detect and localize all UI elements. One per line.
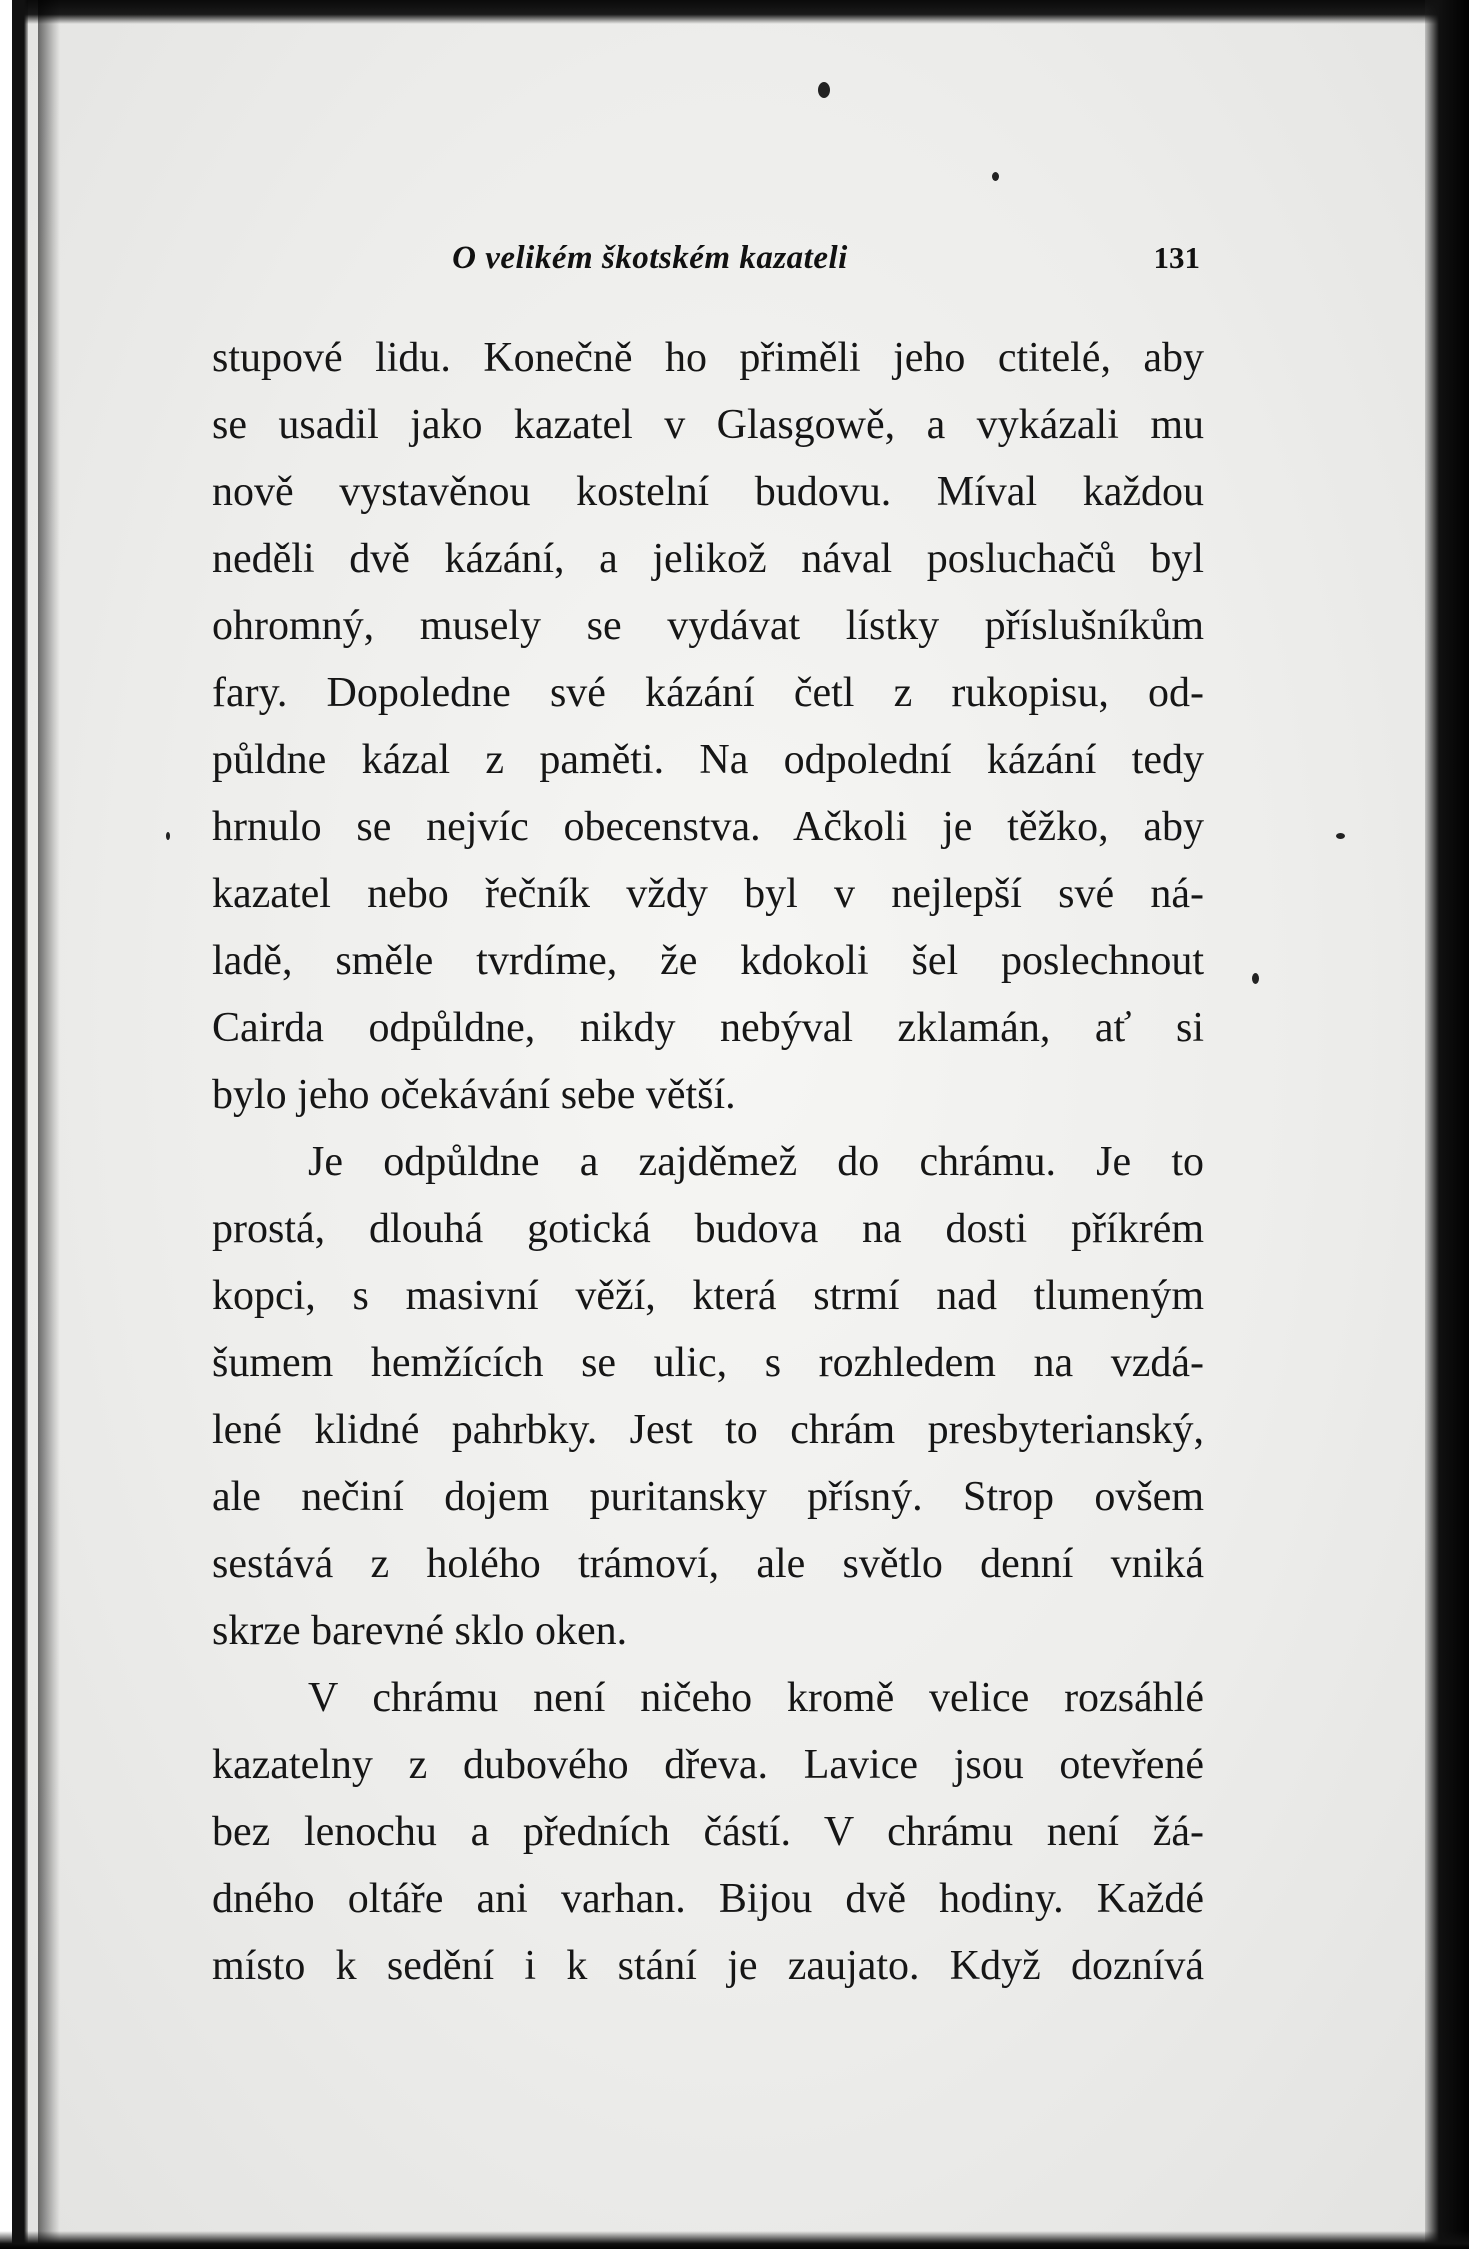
- scan-speck: [1252, 973, 1259, 984]
- text-line: nově vystavěnou kostelní budovu. Míval každou: [212, 469, 1204, 515]
- running-header: [210, 240, 1200, 292]
- text-line: neděli dvě kázání, a jelikož nával posluchačů byl: [212, 536, 1204, 582]
- text-line: hrnulo se nejvíc obecenstva. Ačkoli je těžko, aby: [212, 804, 1204, 850]
- running-title: O velikém škotském kazateli: [452, 240, 848, 276]
- text-line: ale nečiní dojem puritansky přísný. Strop ovšem: [212, 1474, 1204, 1520]
- scan-edge-bottom: [0, 2231, 1469, 2249]
- scan-edge-top: [0, 0, 1469, 24]
- text-line: lené klidné pahrbky. Jest to chrám presbyterianský,: [212, 1407, 1204, 1453]
- scan-speck: [166, 832, 170, 840]
- page-gutter-shadow: [38, 0, 60, 2249]
- paragraph-3: [212, 1665, 1204, 2000]
- text-line: dného oltáře ani varhan. Bijou dvě hodiny. Každé: [212, 1876, 1204, 1922]
- paragraph-1: [212, 325, 1204, 1129]
- text-line: kopci, s masivní věží, která strmí nad tlumeným: [212, 1273, 1204, 1319]
- text-line: stupové lidu. Konečně ho přiměli jeho ctitelé, aby: [212, 335, 1204, 381]
- text-line: V chrámu není ničeho kromě velice rozsáhlé: [308, 1675, 1204, 1721]
- body-text: [212, 325, 1204, 2000]
- scan-speck: [992, 172, 999, 181]
- scan-edge-right: [1425, 0, 1469, 2249]
- text-line: kazatel nebo řečník vždy byl v nejlepší své ná-: [212, 871, 1204, 917]
- text-line: ladě, směle tvrdíme, že kdokoli šel poslechnout: [212, 938, 1204, 984]
- text-line: půldne kázal z paměti. Na odpolední kázání tedy: [212, 737, 1204, 783]
- text-line: kazatelny z dubového dřeva. Lavice jsou otevřené: [212, 1742, 1204, 1788]
- text-line: se usadil jako kazatel v Glasgowě, a vykázali mu: [212, 402, 1204, 448]
- paragraph-2: [212, 1129, 1204, 1665]
- text-line: Je odpůldne a zajděmež do chrámu. Je to: [308, 1139, 1204, 1185]
- scan-edge-left: [0, 0, 28, 2249]
- scan-speck: [1336, 833, 1345, 839]
- text-line: šumem hemžících se ulic, s rozhledem na vzdá-: [212, 1340, 1204, 1386]
- scan-speck: [818, 82, 830, 98]
- text-line: ohromný, musely se vydávat lístky příslušníkům: [212, 603, 1204, 649]
- text-line: bylo jeho očekávání sebe větší.: [212, 1072, 736, 1118]
- page-number: 131: [1153, 240, 1200, 275]
- text-line: prostá, dlouhá gotická budova na dosti příkrém: [212, 1206, 1204, 1252]
- text-line: místo k sedění i k stání je zaujato. Když doznívá: [212, 1943, 1204, 1989]
- text-line: bez lenochu a předních částí. V chrámu není žá-: [212, 1809, 1204, 1855]
- text-line: skrze barevné sklo oken.: [212, 1608, 628, 1654]
- text-line: fary. Dopoledne své kázání četl z rukopisu, od-: [212, 670, 1204, 716]
- text-line: Cairda odpůldne, nikdy nebýval zklamán, ať si: [212, 1005, 1204, 1051]
- text-line: sestává z holého trámoví, ale světlo denní vniká: [212, 1541, 1204, 1587]
